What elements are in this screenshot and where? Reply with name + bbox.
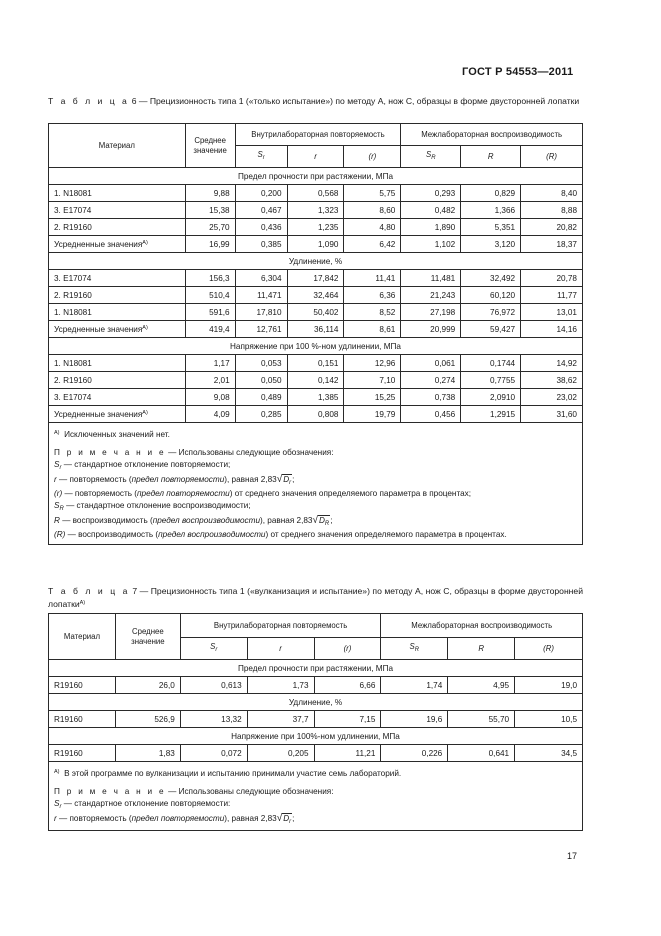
- t7-col-header-R-pct: (R): [515, 638, 583, 660]
- cell-value: 32,492: [461, 270, 521, 287]
- section-title: Предел прочности при растяжении, МПа: [49, 660, 583, 677]
- table7: [48, 613, 583, 831]
- cell-value: 0,482: [401, 202, 461, 219]
- section-row: [49, 338, 583, 355]
- cell-value: 0,456: [401, 406, 461, 423]
- cell-value: 0,467: [235, 202, 287, 219]
- cell-material: 3. E17074: [49, 389, 186, 406]
- cell-value: 1,74: [381, 677, 448, 694]
- cell-value: 31,60: [521, 406, 583, 423]
- cell-material: Усредненные значения$^{A)}$: [49, 236, 186, 253]
- cell-value: 27,198: [401, 304, 461, 321]
- cell-value: 0,226: [381, 745, 448, 762]
- cell-value: 0,205: [247, 745, 314, 762]
- cell-value: 2,01: [185, 372, 235, 389]
- cell-value: 0,613: [180, 677, 247, 694]
- table-row: [49, 219, 583, 236]
- table7-footnote: $^{A)}$ В этой программе по вулканизации и испытанию принимали участие семь лабораторий.: [54, 769, 402, 778]
- col-header-r: r: [287, 146, 344, 168]
- table7-caption: Т а б л и ц а 7 — Прецизионность типа 1 («вулканизация и испытание») по методу А, нож С, образцы в форме двусторонней лопатки$^{A)}$: [48, 586, 584, 609]
- cell-value: 1,17: [185, 355, 235, 372]
- table6-caption: Т а б л и ц а 6 — Прецизионность типа 1 («только испытание») по методу А, нож С, образцы в форме двусторонней лопатки: [48, 96, 580, 106]
- t7-col-header-material: Материал: [49, 614, 116, 660]
- cell-value: 34,5: [515, 745, 583, 762]
- col-header-inter: Межлабораторная воспроизводимость: [401, 124, 583, 146]
- cell-value: 6,304: [235, 270, 287, 287]
- table-row: [49, 406, 583, 423]
- cell-value: 1,366: [461, 202, 521, 219]
- cell-value: 1,090: [287, 236, 344, 253]
- section-title: Напряжение при 100 %-ном удлинении, МПа: [49, 338, 583, 355]
- cell-value: 3,120: [461, 236, 521, 253]
- cell-value: 19,79: [344, 406, 401, 423]
- cell-value: 23,02: [521, 389, 583, 406]
- table7-notes: [49, 762, 583, 831]
- cell-value: 1,2915: [461, 406, 521, 423]
- cell-material: 3. E17074: [49, 202, 186, 219]
- cell-value: 19,6: [381, 711, 448, 728]
- cell-value: 59,427: [461, 321, 521, 338]
- cell-value: 0,053: [235, 355, 287, 372]
- cell-value: 1,102: [401, 236, 461, 253]
- cell-value: 14,16: [521, 321, 583, 338]
- cell-value: 0,061: [401, 355, 461, 372]
- cell-value: 0,072: [180, 745, 247, 762]
- t7-col-header-sr: $S_r$: [180, 638, 247, 660]
- table-row: [49, 270, 583, 287]
- cell-value: 6,42: [344, 236, 401, 253]
- cell-value: 1,235: [287, 219, 344, 236]
- cell-value: 0,808: [287, 406, 344, 423]
- document-header: ГОСТ Р 54553—2011: [462, 66, 574, 78]
- t7-col-header-R: R: [448, 638, 515, 660]
- cell-value: 1,323: [287, 202, 344, 219]
- t7-col-header-intra: Внутрилабораторная повторяемость: [180, 614, 381, 638]
- cell-value: 9,88: [185, 185, 235, 202]
- cell-value: 6,66: [314, 677, 381, 694]
- cell-material: Усредненные значения$^{A)}$: [49, 406, 186, 423]
- footnote-ref: A): [142, 409, 148, 416]
- cell-value: 0,274: [401, 372, 461, 389]
- table-row: [49, 372, 583, 389]
- cell-value: 11,471: [235, 287, 287, 304]
- t7-col-header-r: r: [247, 638, 314, 660]
- col-header-R: R: [461, 146, 521, 168]
- cell-material: 2. R19160: [49, 372, 186, 389]
- cell-value: 0,151: [287, 355, 344, 372]
- cell-material: R19160: [49, 711, 116, 728]
- table6-note-sR: $S_R$ — стандартное отклонение воспроизводимости;: [54, 501, 251, 512]
- section-title: Удлинение, %: [49, 253, 583, 270]
- cell-value: 6,36: [344, 287, 401, 304]
- cell-value: 8,52: [344, 304, 401, 321]
- t7-col-header-inter: Межлабораторная воспроизводимость: [381, 614, 583, 638]
- col-header-material: Материал: [49, 124, 186, 168]
- cell-value: 20,82: [521, 219, 583, 236]
- cell-material: R19160: [49, 745, 116, 762]
- cell-value: 2,0910: [461, 389, 521, 406]
- cell-value: 20,999: [401, 321, 461, 338]
- cell-value: 17,810: [235, 304, 287, 321]
- cell-value: 1,890: [401, 219, 461, 236]
- t7-col-header-mean: Среднее значение: [115, 614, 180, 660]
- cell-value: 0,641: [448, 745, 515, 762]
- cell-value: 11,481: [401, 270, 461, 287]
- cell-value: 12,761: [235, 321, 287, 338]
- cell-value: 11,77: [521, 287, 583, 304]
- cell-value: 50,402: [287, 304, 344, 321]
- section-title: Предел прочности при растяжении, МПа: [49, 168, 583, 185]
- section-title: Удлинение, %: [49, 694, 583, 711]
- col-header-r-pct: (r): [344, 146, 401, 168]
- section-row: [49, 660, 583, 677]
- cell-value: 1,83: [115, 745, 180, 762]
- table7-note-sr: $S_r$ — стандартное отклонение повторяемости:: [54, 799, 231, 810]
- section-row: [49, 168, 583, 185]
- cell-value: 0,285: [235, 406, 287, 423]
- cell-material: 2. R19160: [49, 219, 186, 236]
- table-row: [49, 236, 583, 253]
- cell-value: 8,40: [521, 185, 583, 202]
- table-row: [49, 711, 583, 728]
- table-row: [49, 355, 583, 372]
- cell-value: 0,829: [461, 185, 521, 202]
- cell-value: 0,7755: [461, 372, 521, 389]
- cell-material: Усредненные значения$^{A)}$: [49, 321, 186, 338]
- cell-value: 4,95: [448, 677, 515, 694]
- cell-value: 76,972: [461, 304, 521, 321]
- cell-value: 19,0: [515, 677, 583, 694]
- cell-value: 21,243: [401, 287, 461, 304]
- t7-col-header-r-pct: (r): [314, 638, 381, 660]
- cell-value: 1,73: [247, 677, 314, 694]
- cell-value: 12,96: [344, 355, 401, 372]
- table6-footnote: $^{A)}$ Исключенных значений нет.: [54, 430, 170, 439]
- col-header-sR: $S_R$: [401, 146, 461, 168]
- cell-value: 591,6: [185, 304, 235, 321]
- cell-value: 0,385: [235, 236, 287, 253]
- footnote-ref: A): [142, 324, 148, 331]
- cell-value: 0,1744: [461, 355, 521, 372]
- cell-value: 13,32: [180, 711, 247, 728]
- cell-value: 37,7: [247, 711, 314, 728]
- cell-value: 0,050: [235, 372, 287, 389]
- cell-material: 2. R19160: [49, 287, 186, 304]
- table7-note-r: r — повторяемость (предел повторяемости), равная $2,83√D_r$;: [54, 813, 295, 825]
- cell-value: 10,5: [515, 711, 583, 728]
- cell-value: 32,464: [287, 287, 344, 304]
- cell-value: 9,08: [185, 389, 235, 406]
- cell-value: 4,09: [185, 406, 235, 423]
- cell-value: 0,738: [401, 389, 461, 406]
- cell-value: 8,88: [521, 202, 583, 219]
- cell-value: 15,25: [344, 389, 401, 406]
- cell-value: 526,9: [115, 711, 180, 728]
- table-row: [49, 389, 583, 406]
- cell-material: 3. E17074: [49, 270, 186, 287]
- cell-value: 15,38: [185, 202, 235, 219]
- cell-value: 13,01: [521, 304, 583, 321]
- cell-value: 25,70: [185, 219, 235, 236]
- page-number: 17: [567, 851, 578, 861]
- cell-value: 11,21: [314, 745, 381, 762]
- cell-value: 0,436: [235, 219, 287, 236]
- cell-value: 20,78: [521, 270, 583, 287]
- section-row: [49, 253, 583, 270]
- cell-value: 0,142: [287, 372, 344, 389]
- table7-note-intro: П р и м е ч а н и е — Использованы следующие обозначения:: [54, 787, 334, 796]
- cell-value: 26,0: [115, 677, 180, 694]
- table-row: [49, 304, 583, 321]
- cell-material: 1. N18081: [49, 304, 186, 321]
- cell-value: 7,15: [314, 711, 381, 728]
- section-row: [49, 728, 583, 745]
- cell-value: 419,4: [185, 321, 235, 338]
- cell-value: 4,80: [344, 219, 401, 236]
- cell-material: 1. N18081: [49, 355, 186, 372]
- table6-notes: [49, 423, 583, 545]
- cell-value: 14,92: [521, 355, 583, 372]
- cell-value: 60,120: [461, 287, 521, 304]
- table-row: [49, 185, 583, 202]
- cell-value: 17,842: [287, 270, 344, 287]
- table-row: [49, 287, 583, 304]
- table6-note-r-pct: (r) — повторяемость (предел повторяемости) от среднего значения определяемого параметра в процентах;: [54, 489, 472, 498]
- cell-value: 55,70: [448, 711, 515, 728]
- cell-value: 16,99: [185, 236, 235, 253]
- t7-col-header-sR: $S_R$: [381, 638, 448, 660]
- cell-value: 156,3: [185, 270, 235, 287]
- col-header-sr: $S_r$: [235, 146, 287, 168]
- cell-value: 18,37: [521, 236, 583, 253]
- cell-value: 0,489: [235, 389, 287, 406]
- cell-value: 8,61: [344, 321, 401, 338]
- cell-value: 38,62: [521, 372, 583, 389]
- cell-value: 510,4: [185, 287, 235, 304]
- col-header-intra: Внутрилабораторная повторяемость: [235, 124, 401, 146]
- table6-note-R: R — воспроизводимость (предел воспроизводимости), равная $2,83√D_R$;: [54, 515, 333, 527]
- cell-value: 0,568: [287, 185, 344, 202]
- cell-value: 5,75: [344, 185, 401, 202]
- table6-note-R-pct: (R) — воспроизводимость (предел воспроизводимости) от среднего значения определяемого параметра в процентах.: [54, 530, 507, 539]
- col-header-R-pct: (R): [521, 146, 583, 168]
- table-row: [49, 745, 583, 762]
- footnote-ref: A): [142, 239, 148, 246]
- cell-value: 11,41: [344, 270, 401, 287]
- col-header-mean: Среднее значение: [185, 124, 235, 168]
- table-row: [49, 677, 583, 694]
- table-row: [49, 202, 583, 219]
- table6-note-r: r — повторяемость (предел повторяемости), равная $2,83√D_r$;: [54, 474, 295, 486]
- cell-value: 0,293: [401, 185, 461, 202]
- cell-value: 5,351: [461, 219, 521, 236]
- cell-value: 36,114: [287, 321, 344, 338]
- cell-value: 7,10: [344, 372, 401, 389]
- cell-material: 1. N18081: [49, 185, 186, 202]
- cell-material: R19160: [49, 677, 116, 694]
- table-row: [49, 321, 583, 338]
- table6: [48, 123, 583, 545]
- cell-value: 8,60: [344, 202, 401, 219]
- table6-note-sr: $S_r$ — стандартное отклонение повторяемости;: [54, 460, 231, 471]
- cell-value: 0,200: [235, 185, 287, 202]
- section-title: Напряжение при 100%-ном удлинении, МПа: [49, 728, 583, 745]
- cell-value: 1,385: [287, 389, 344, 406]
- table6-note-intro: П р и м е ч а н и е — Использованы следующие обозначения:: [54, 448, 334, 457]
- section-row: [49, 694, 583, 711]
